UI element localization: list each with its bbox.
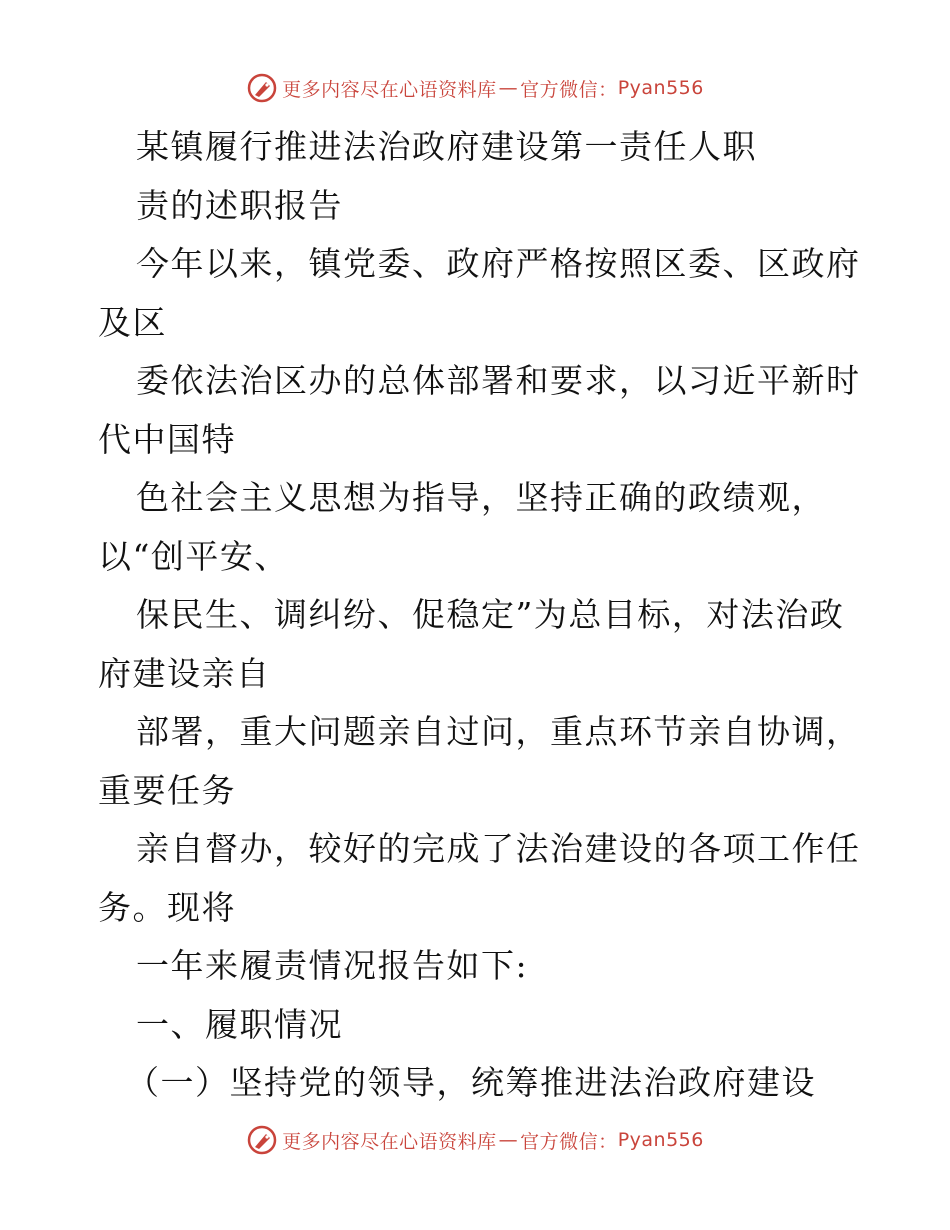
document-title-line-2: 责的述职报告 <box>136 185 343 225</box>
section-heading: 一、履职情况 <box>136 1004 343 1044</box>
footer-watermark <box>0 1120 950 1160</box>
paragraph-line: 色社会主义思想为指导，坚持正确的政绩观， <box>136 478 826 517</box>
paragraph-line: 以“创平安、 <box>98 536 289 576</box>
paragraph-line: 今年以来，镇党委、政府严格按照区委、区政府 <box>136 244 861 283</box>
watermark-text: 更多内容尽在心语资料库 <box>282 1130 497 1153</box>
watermark-handle: Pyan556 <box>617 77 704 99</box>
pen-nib-logo-icon <box>246 1124 278 1156</box>
watermark-handle: Pyan556 <box>617 1129 704 1151</box>
header-watermark <box>0 68 950 108</box>
paragraph-line: 委依法治区办的总体部署和要求，以习近平新时 <box>136 361 861 400</box>
paragraph-line: 代中国特 <box>98 419 236 459</box>
paragraph-line: 亲自督办，较好的完成了法治建设的各项工作任 <box>136 829 861 868</box>
paragraph-line: 府建设亲自 <box>98 653 271 693</box>
paragraph-line: 及区 <box>98 302 167 342</box>
document-title-line-1: 某镇履行推进法治政府建设第一责任人职 <box>136 127 757 166</box>
watermark-suffix: 官方微信： <box>520 78 618 101</box>
watermark-text: 更多内容尽在心语资料库 <box>282 78 497 101</box>
watermark-dash: — <box>498 1129 519 1151</box>
paragraph-line: 部署，重大问题亲自过问，重点环节亲自协调， <box>136 712 861 751</box>
paragraph-line: 务。现将 <box>98 887 236 927</box>
paragraph-line: 保民生、调纠纷、促稳定”为总目标，对法治政 <box>136 595 845 634</box>
paragraph-line: 重要任务 <box>98 770 236 810</box>
watermark-dash: — <box>498 77 519 99</box>
paragraph-line: 一年来履责情况报告如下: <box>136 946 529 985</box>
watermark-suffix: 官方微信： <box>520 1130 618 1153</box>
subsection-heading: （一）坚持党的领导，统筹推进法治政府建设 <box>126 1063 816 1102</box>
pen-nib-logo-icon <box>246 72 278 104</box>
document-body <box>98 118 861 1113</box>
